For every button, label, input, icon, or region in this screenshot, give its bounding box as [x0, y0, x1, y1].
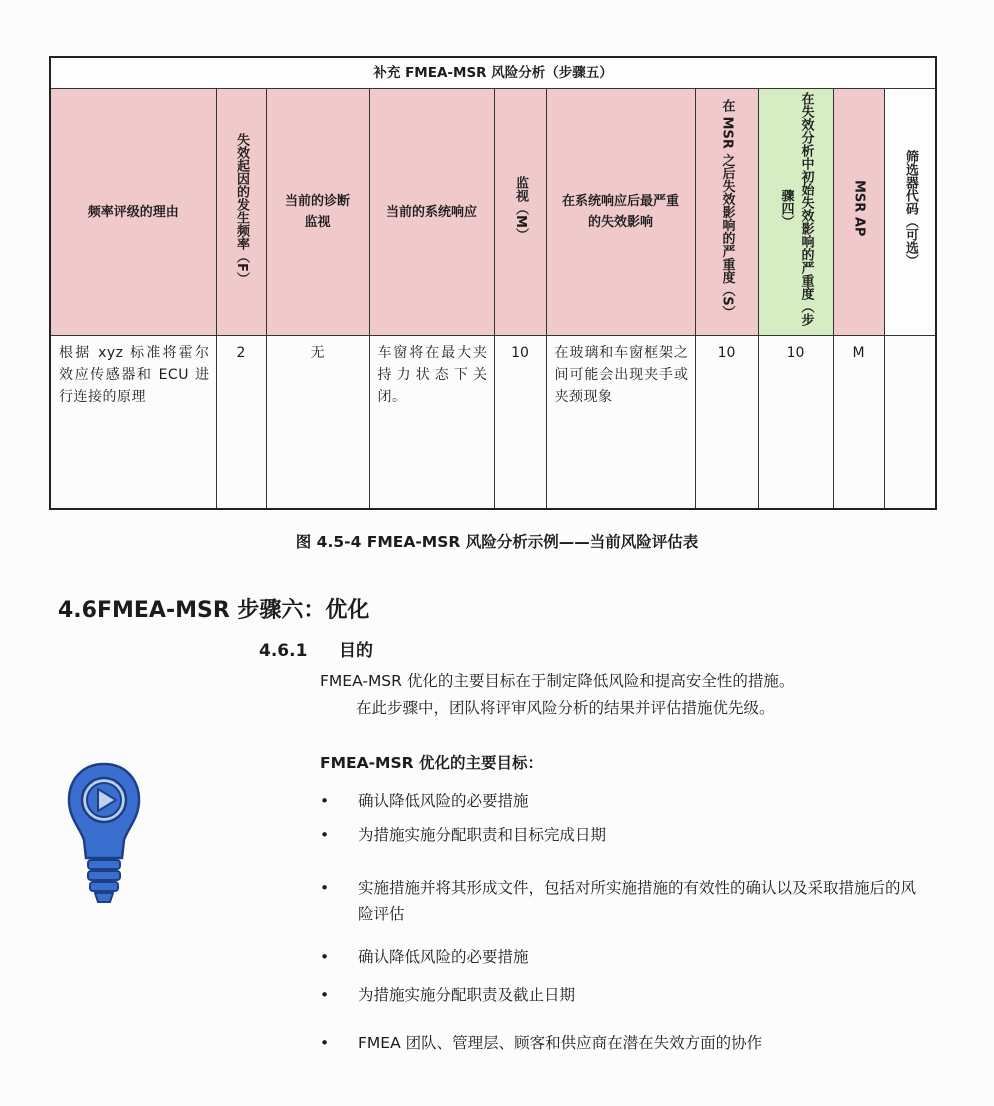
- header-occurrence-f: 失效起因的发生频率（F）: [216, 89, 266, 336]
- goals-title: FMEA-MSR 优化的主要目标：: [320, 754, 543, 772]
- table-row: [50, 336, 936, 510]
- cell-occurrence-f: 2: [216, 336, 266, 510]
- subsection-number: 4.6.1: [259, 641, 308, 661]
- figure-caption: 图 4.5-4 FMEA-MSR 风险分析示例——当前风险评估表: [295, 533, 699, 551]
- bullet-dot: •: [320, 792, 330, 810]
- cell-severity-after-msr: 10: [695, 336, 758, 510]
- header-frequency-reason: 频率评级的理由: [50, 89, 216, 336]
- list-item: • 为措施实施分配职责和目标完成日期: [320, 822, 920, 848]
- list-item: • 确认降低风险的必要措施: [320, 944, 920, 970]
- header-msr-ap: MSR AP: [833, 89, 884, 336]
- header-monitoring-m: 监视（M）: [494, 89, 546, 336]
- paragraph-line-2: 在此步骤中，团队将评审风险分析的结果并评估措施优先级。: [356, 699, 775, 717]
- list-item: • FMEA 团队、管理层、顾客和供应商在潜在失效方面的协作: [320, 1030, 920, 1056]
- bullet-dot: •: [320, 1034, 330, 1052]
- purpose-paragraph: [320, 668, 920, 722]
- header-diagnostic-monitoring: 当前的诊断监视: [266, 89, 369, 336]
- cell-worst-failure-effect: 在玻璃和车窗框架之间可能会出现夹手或夹颈现象: [546, 336, 695, 510]
- list-item: • 为措施实施分配职责及截止日期: [320, 982, 920, 1008]
- lightbulb-play-icon: [66, 760, 142, 910]
- cell-filter-code: [884, 336, 936, 510]
- paragraph-line-1: FMEA-MSR 优化的主要目标在于制定降低风险和提高安全性的措施。: [320, 672, 795, 690]
- header-worst-failure-effect: 在系统响应后最严重的失效影响: [546, 89, 695, 336]
- bullet-dot: •: [320, 948, 330, 966]
- bullet-dot: •: [320, 826, 330, 844]
- header-filter-code: 筛选器代码（可选）: [884, 89, 936, 336]
- header-system-response: 当前的系统响应: [369, 89, 494, 336]
- cell-frequency-reason: 根据 xyz 标准将霍尔效应传感器和 ECU 进行连接的原理: [50, 336, 216, 510]
- subsection-heading: [259, 636, 373, 661]
- fmea-risk-table: [49, 56, 937, 510]
- table-title: 补充 FMEA-MSR 风险分析（步骤五）: [50, 57, 936, 89]
- header-initial-severity: 在失效分析中初始失效影响的严重度（步骤四）: [758, 89, 833, 336]
- cell-monitoring-m: 10: [494, 336, 546, 510]
- subsection-title: 目的: [339, 641, 373, 661]
- cell-msr-ap: M: [833, 336, 884, 510]
- cell-diagnostic-monitoring: 无: [266, 336, 369, 510]
- bullet-dot: •: [320, 879, 330, 897]
- list-item: • 确认降低风险的必要措施: [320, 788, 920, 814]
- section-heading: 4.6FMEA-MSR 步骤六：优化: [58, 598, 370, 623]
- bullet-dot: •: [320, 986, 330, 1004]
- list-item: • 实施措施并将其形成文件，包括对所实施措施的有效性的确认以及采取措施后的风险评估: [320, 875, 920, 927]
- header-severity-after-msr: 在 MSR 之后失效影响的严重度（S）: [695, 89, 758, 336]
- cell-initial-severity: 10: [758, 336, 833, 510]
- cell-system-response: 车窗将在最大夹持力状态下关闭。: [369, 336, 494, 510]
